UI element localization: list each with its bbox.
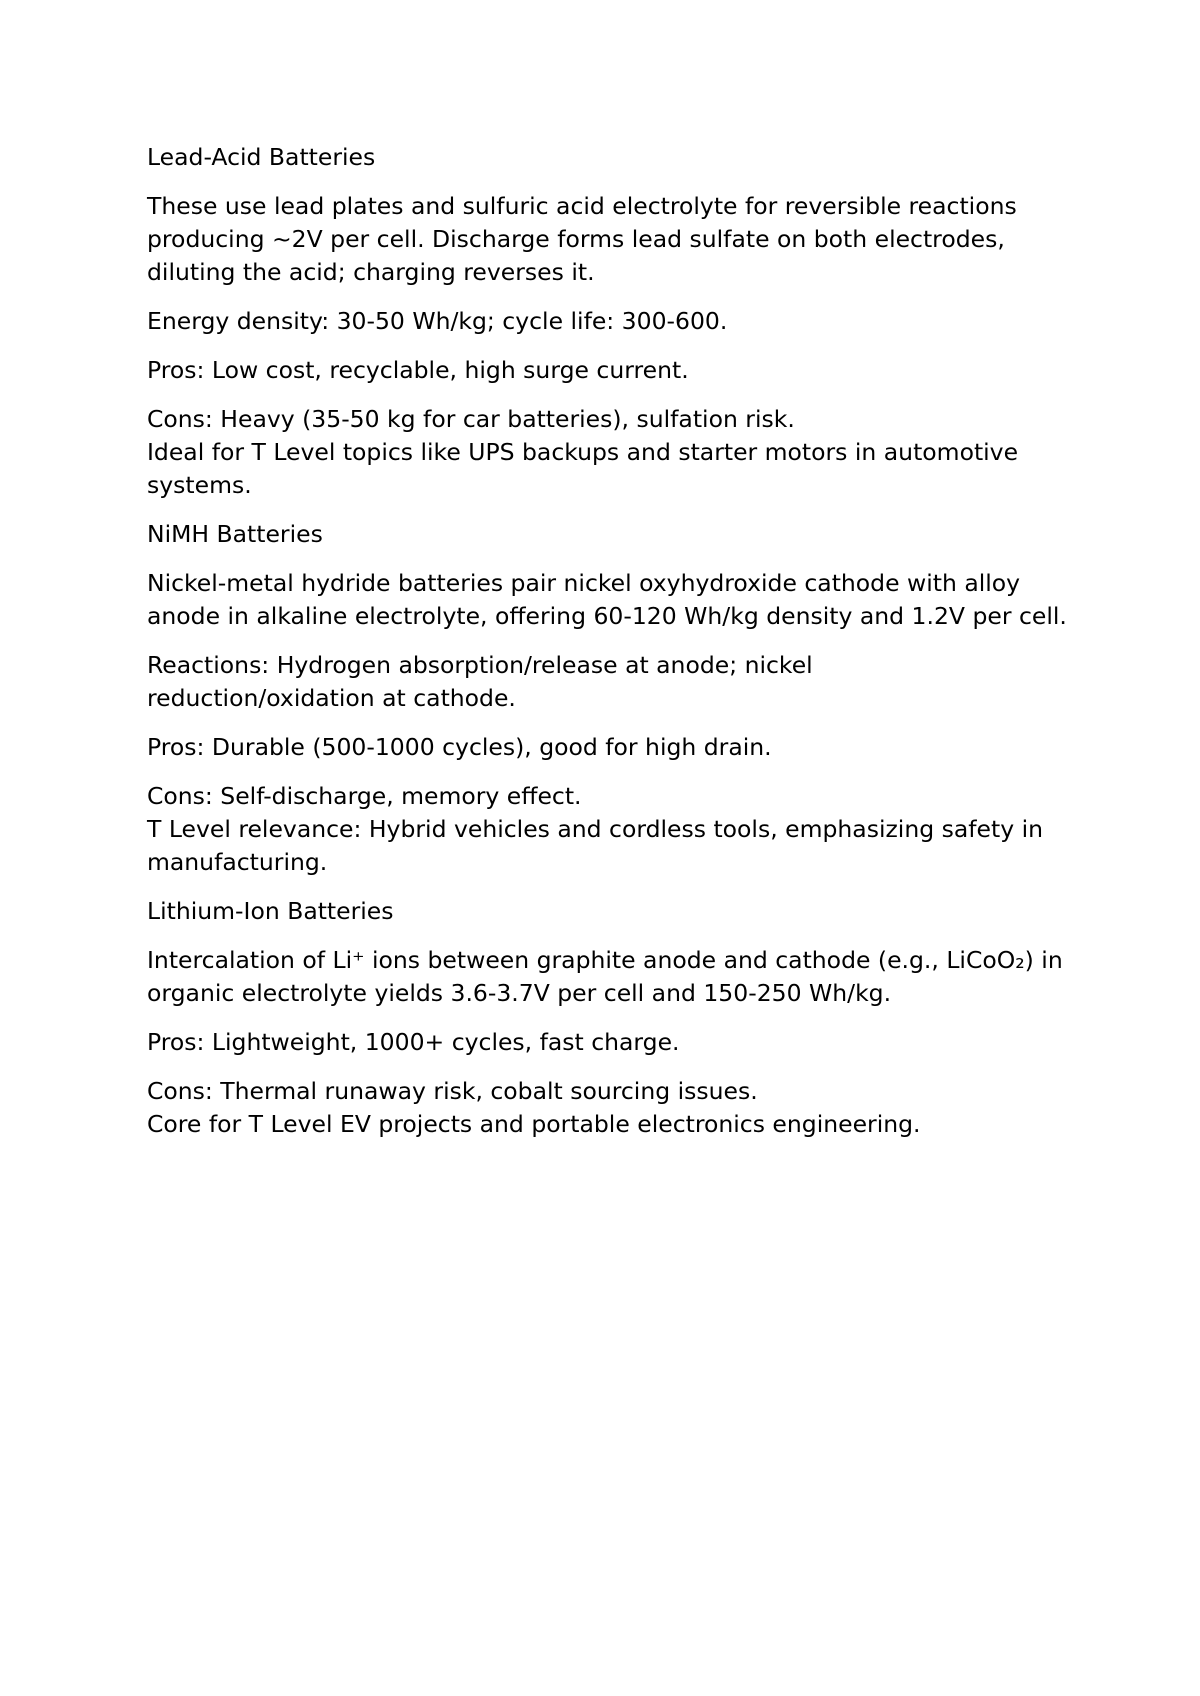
lithium-ion-cons-text: Cons: Thermal runaway risk, cobalt sourcing issues. [147, 1077, 758, 1105]
paragraph-lithium-ion-cons [147, 1075, 1067, 1141]
section-heading-lithium-ion: Lithium-Ion Batteries [147, 897, 394, 925]
document-body [147, 141, 1067, 1157]
paragraph-nimh-pros: Pros: Durable (500-1000 cycles), good for high drain. [147, 733, 772, 761]
paragraph-lithium-ion-intro: Intercalation of Li⁺ ions between graphite anode and cathode (e.g., LiCoO₂) in organic electrolyte yields 3.6-3.7V per cell and 150-250 Wh/kg. [147, 946, 1063, 1007]
lithium-ion-relevance-text: Core for T Level EV projects and portable electronics engineering. [147, 1110, 921, 1138]
nimh-reactions-line-2: reduction/oxidation at cathode. [147, 684, 516, 712]
lead-acid-relevance-text: Ideal for T Level topics like UPS backups and starter motors in automotive systems. [147, 438, 1019, 499]
section-heading-lead-acid: Lead-Acid Batteries [147, 143, 376, 171]
nimh-cons-text: Cons: Self-discharge, memory effect. [147, 782, 582, 810]
paragraph-lead-acid-intro: These use lead plates and sulfuric acid electrolyte for reversible reactions producing ~2V per cell. Discharge forms lead sulfate on both electrodes, diluting the acid; charging reverses it. [147, 192, 1017, 286]
paragraph-nimh-reactions [147, 649, 1067, 715]
paragraph-lithium-ion-pros: Pros: Lightweight, 1000+ cycles, fast charge. [147, 1028, 680, 1056]
lead-acid-cons-text: Cons: Heavy (35-50 kg for car batteries), sulfation risk. [147, 405, 795, 433]
paragraph-nimh-intro: Nickel-metal hydride batteries pair nickel oxyhydroxide cathode with alloy anode in alkaline electrolyte, offering 60-120 Wh/kg density and 1.2V per cell. [147, 569, 1067, 630]
section-heading-nimh: NiMH Batteries [147, 520, 323, 548]
nimh-reactions-line-1: Reactions: Hydrogen absorption/release at anode; nickel [147, 651, 813, 679]
paragraph-lead-acid-specs: Energy density: 30-50 Wh/kg; cycle life: 300-600. [147, 307, 728, 335]
paragraph-lead-acid-cons [147, 403, 1067, 502]
paragraph-lead-acid-pros: Pros: Low cost, recyclable, high surge current. [147, 356, 689, 384]
nimh-relevance-text: T Level relevance: Hybrid vehicles and cordless tools, emphasizing safety in manufacturing. [147, 815, 1044, 876]
paragraph-nimh-cons [147, 780, 1067, 879]
